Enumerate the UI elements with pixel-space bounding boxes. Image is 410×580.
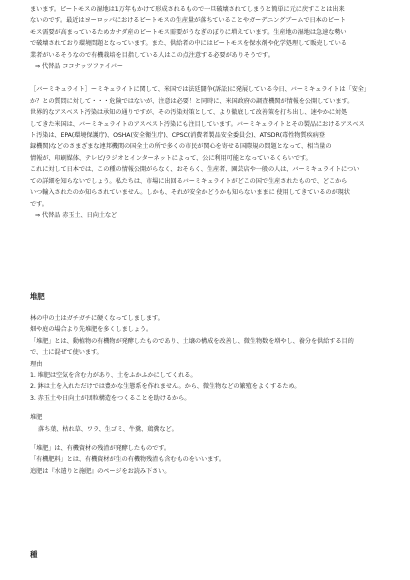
materials-label: 堆肥 bbox=[30, 414, 43, 422]
materials-list: 落ち葉、枯れ草、ワラ、生ゴミ、牛糞、鶏糞など。 bbox=[38, 425, 178, 433]
peatmoss-alternative: ⇒ 代替品 ココナッツファイバー bbox=[35, 63, 123, 71]
compost-heading: 堆肥 bbox=[30, 292, 45, 301]
paragraph-line: モス需要が高まっているためカナダ産のピートモス需要がうなぎのぼりに増えています。生産地の湿地は急速な勢い bbox=[30, 28, 347, 36]
reason-item: 1. 堆肥は空気を含む力があり、土をふかふかにしてくれる。 bbox=[30, 372, 197, 380]
vermiculite-section bbox=[30, 84, 396, 221]
compost-section bbox=[30, 313, 396, 477]
paragraph-line: で破壊されており環境問題となっています。また、供給者の中にはピートモスを保水剤や化学処理して販売している bbox=[30, 40, 347, 48]
paragraph-line: 世界的なアスベスト汚染は承知の通りですが、その汚染対策として、より徹底して改善策を打ち出し、速やかに対処 bbox=[30, 109, 348, 117]
paragraph-line: いつ輸入されたのか知らされていません。しかも、それが安全かどうかも知らないままに 使用してきているのが現状 bbox=[30, 189, 350, 197]
paragraph-line: これに対して日本では、この種の情報公開がらなく、おそらく、生産者、園芸店や一般の人は、バーミキュライトについ bbox=[30, 166, 360, 174]
paragraph-line: 業者がいるそうなので有機栽培を目指している人はこの点注意する必要がありそうです。 bbox=[30, 51, 274, 59]
peatmoss-section bbox=[30, 0, 396, 72]
reason-item: 3. 赤玉土や日向土が団粒構造をつくることを助けるから。 bbox=[30, 394, 191, 402]
paragraph-line: ［バーミキュライト］ーミキュライトに関して、米国では法廷闘争(訴訟)に発展している今日、バーミキュライトは「安全」 bbox=[30, 86, 370, 94]
paragraph-line: ての詳細を知らないでしょう。私たちは、市場に出回るバーミキュライトがどこの国で生産されたもので、どこから bbox=[30, 177, 348, 185]
paragraph-line: で、土に混ぜて使います。 bbox=[30, 349, 103, 357]
paragraph-line: ト汚染は、EPA(環境保護庁)、OSHA(安全衛生庁)、CPSC(消費者製品安全委員会)、ATSDR(毒性物質疾病登 bbox=[30, 132, 325, 140]
paragraph-line: してきた米国は、バーミキュライトのアスベスト汚染にも注目しています。バーミキュライトとその製品におけるアスベス bbox=[30, 120, 365, 128]
paragraph-line: まいます。ピートモスの湿地は1万年もかけて形成されるもので一旦破壊されてしまうと簡単に元に戻すことは出来 bbox=[30, 6, 345, 13]
vermiculite-alternative: ⇒ 代替品 赤玉土、日向土など bbox=[35, 211, 118, 219]
paragraph-line: です。 bbox=[30, 200, 48, 208]
note-line: 「堆肥」は、有機資材の残渣が発酵したものです。 bbox=[30, 445, 170, 453]
paragraph-line: 録機関)などのさまざまな連邦機関の国全土の所で多くの市民が関心を寄せる国際規の問題となって、相当量の bbox=[30, 143, 332, 151]
note-line: 「有機肥料」とは、有機資材が生の有機物残渣も含むものをいいます。 bbox=[30, 456, 225, 464]
paragraph-line: 「堆肥」とは、動植物の有機物が発酵したものであり、土壌の構成を改善し、微生物数を増やし、養分を供給する目的 bbox=[30, 337, 354, 345]
paragraph-line: 林の中の土はガチガチに硬くなってしまします。 bbox=[30, 315, 164, 322]
note-line: 追肥は『水遣りと施肥』のページをお読み下さい。 bbox=[30, 467, 171, 475]
paragraph-line: ないのです。最近はヨーロッパにおけるピートモスの生産量が落ちていることやガーデニングブームで日本のピート bbox=[30, 17, 346, 25]
reason-label: 理由 bbox=[30, 360, 43, 368]
seed-heading: 種 bbox=[30, 550, 38, 559]
paragraph-line: か？との質問に対して・・・危険ではないが、注意は必要！と同時に、米国政府の調査機関が情報を公開しています。 bbox=[30, 97, 354, 105]
paragraph-line: 情報が、印刷媒体、テレビ/ラジオとインターネットによって、公に利用可能となっているくらいです。 bbox=[30, 154, 312, 162]
reason-item: 2. 鉢は土を入れただけでは豊かな生態系を作れません。から、微生物などの繁殖をよくするため。 bbox=[30, 383, 301, 391]
paragraph-line: 畑や庭の場合より先堆肥を多くしましょう。 bbox=[30, 326, 153, 334]
